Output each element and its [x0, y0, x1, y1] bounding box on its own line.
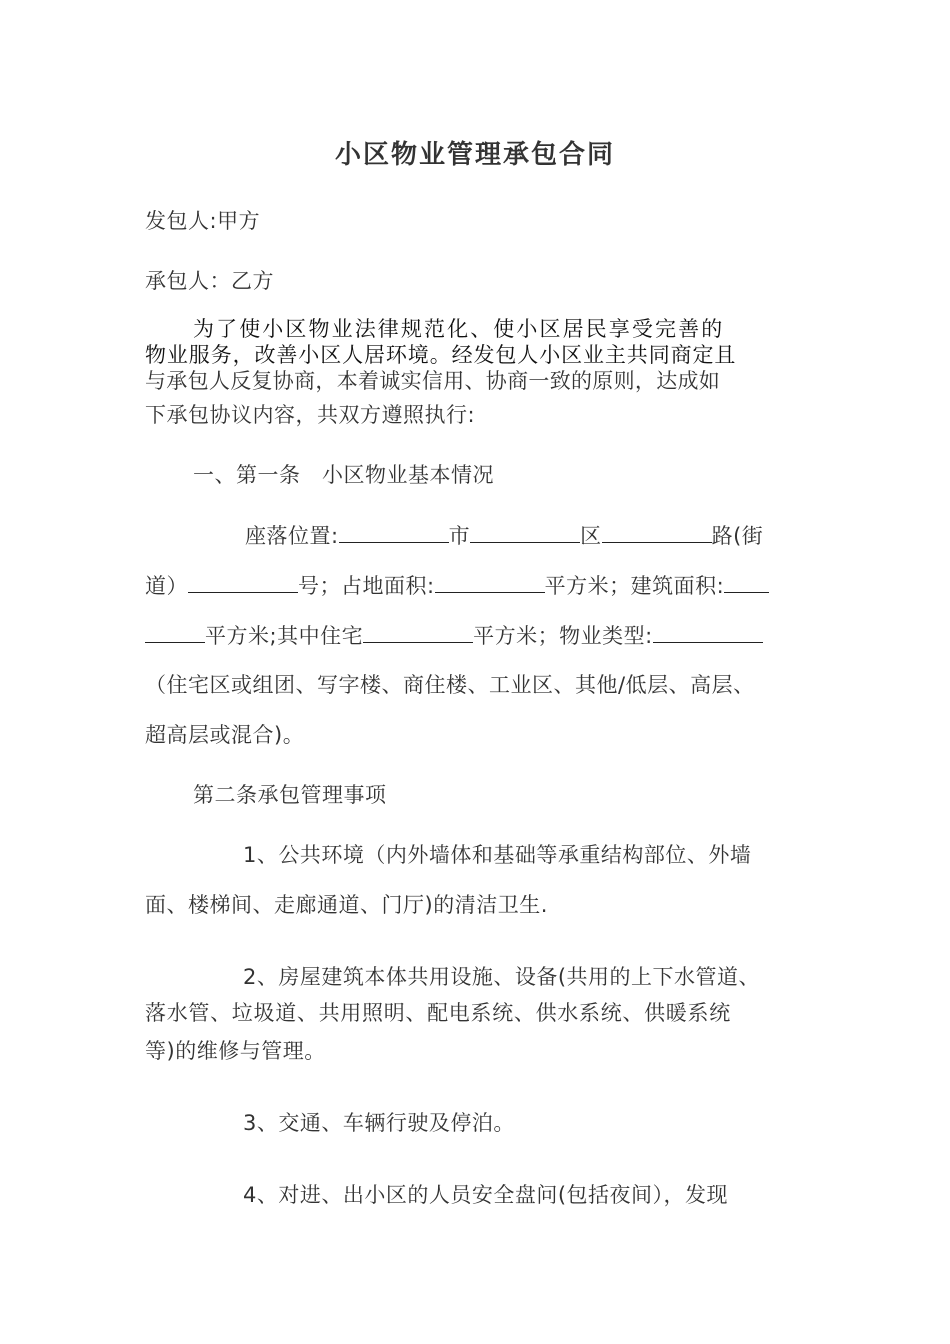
item-1-line-2: 面、楼梯间、走廊通道、门厅)的清洁卫生. — [145, 893, 548, 917]
residence-blank — [363, 622, 473, 643]
land-area-blank — [435, 572, 545, 593]
road-blank — [602, 522, 712, 543]
party-b-line: 承包人：乙方 — [145, 269, 274, 293]
city-blank — [339, 522, 449, 543]
property-type-blank — [653, 622, 763, 643]
property-type-options: （住宅区或组团、写字楼、商住楼、工业区、其他/低层、高层、 — [145, 673, 755, 697]
road-label: 路(街 — [711, 524, 764, 548]
article-2-heading: 第二条承包管理事项 — [193, 783, 387, 807]
street-label: 道） — [145, 574, 188, 598]
location-label: 座落位置: — [245, 524, 339, 548]
party-a-line: 发包人:甲方 — [145, 209, 261, 233]
area-line — [145, 572, 825, 599]
build-area-blank-start — [724, 572, 769, 593]
preamble-line-1: 为了使小区物业法律规范化、使小区居民享受完善的 — [193, 317, 725, 341]
preamble-line-2: 物业服务，改善小区人居环境。经发包人小区业主共同商定且 — [145, 343, 737, 367]
property-type-label: 平方米；物业类型: — [473, 624, 653, 648]
item-2-line-1: 2、房屋建筑本体共用设施、设备(共用的上下水管道、 — [243, 965, 761, 989]
item-2-line-3: 等)的维修与管理。 — [145, 1039, 326, 1063]
build-area-label: 平方米；建筑面积: — [544, 574, 725, 598]
land-area-label: 号；占地面积: — [298, 574, 435, 598]
preamble-line-4: 下承包协议内容，共双方遵照执行: — [145, 403, 476, 427]
district-blank — [470, 522, 580, 543]
item-1-line-1: 1、公共环境（内外墙体和基础等承重结构部位、外墙 — [243, 843, 752, 867]
location-line — [245, 522, 925, 549]
property-type-options-end: 超高层或混合)。 — [145, 723, 305, 747]
city-label: 市 — [448, 524, 471, 548]
item-2-line-2: 落水管、垃圾道、共用照明、配电系统、供水系统、供暖系统 — [145, 1001, 731, 1025]
article-1-heading: 一、第一条 小区物业基本情况 — [193, 463, 494, 487]
item-3-line: 3、交通、车辆行驶及停泊。 — [243, 1111, 515, 1135]
residence-line — [145, 622, 825, 649]
document-title: 小区物业管理承包合同 — [334, 140, 615, 170]
district-label: 区 — [580, 524, 602, 548]
preamble-line-3: 与承包人反复协商，本着诚实信用、协商一致的原则，达成如 — [145, 369, 721, 393]
item-4-line: 4、对进、出小区的人员安全盘问(包括夜间），发现 — [243, 1183, 729, 1207]
number-blank — [188, 572, 298, 593]
build-area-blank-end — [145, 622, 205, 643]
residence-label: 平方米;其中住宅 — [205, 624, 364, 648]
